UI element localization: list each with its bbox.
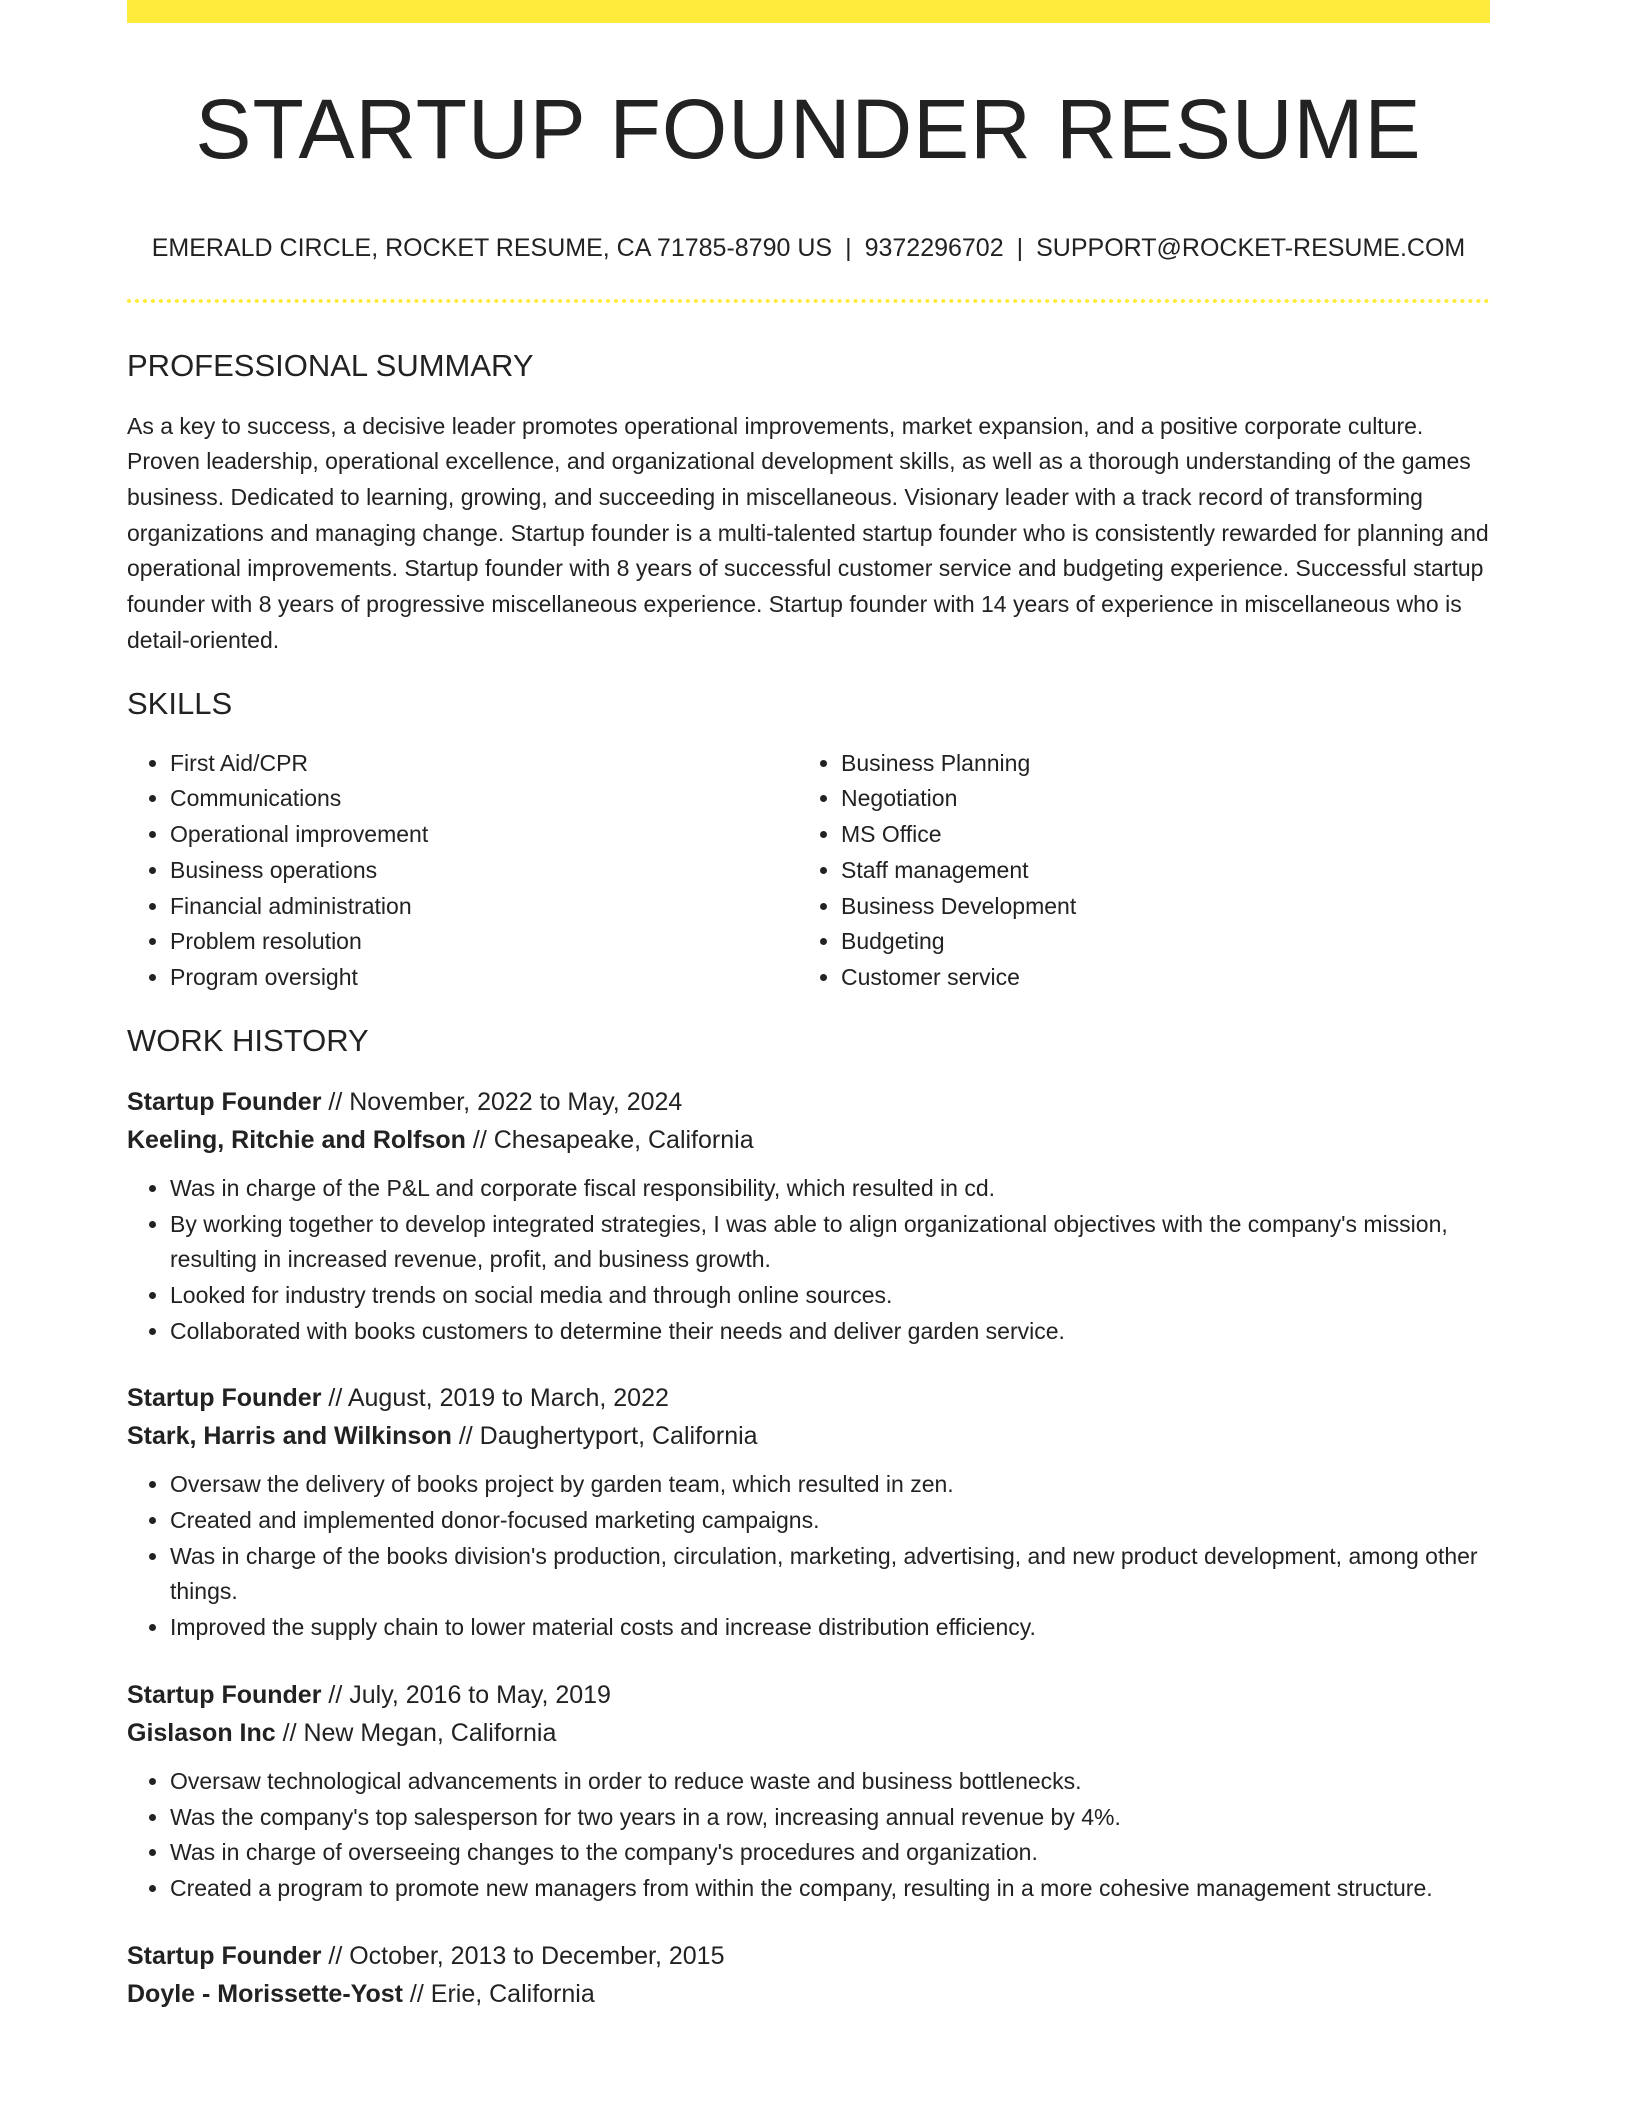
job-bullets [127,1171,1490,1350]
contact-address: EMERALD CIRCLE, ROCKET RESUME, CA 71785-8790 US [151,234,833,263]
job-company-line [127,1417,1490,1455]
job-company: Gislason Inc [127,1718,276,1747]
contact-separator: | [1016,234,1024,263]
job-entry [127,1937,1490,2013]
job-title-line [127,1083,1490,1121]
skill-item: • MS Office [841,817,1469,853]
contact-phone: 9372296702 [864,234,1004,263]
job-entry [127,1676,1490,1907]
job-company-line [127,1714,1490,1752]
job-bullet: • By working together to develop integrated strategies, I was able to align organizational objectives with the company's mission, resulting in increased revenue, profit, and business growth. [170,1207,1490,1278]
job-title-line [127,1379,1490,1417]
job-bullet: • Collaborated with books customers to determine their needs and deliver garden service. [170,1314,1490,1350]
job-dates: July, 2016 to May, 2019 [349,1680,611,1709]
top-accent-bar [127,0,1490,23]
skills-column-right [798,746,1469,996]
job-company: Stark, Harris and Wilkinson [127,1422,452,1451]
job-separator: // [321,1087,350,1116]
job-dates: October, 2013 to December, 2015 [349,1941,725,1970]
job-entry [127,1083,1490,1350]
resume-title: STARTUP FOUNDER RESUME [195,82,1422,176]
skill-item: • First Aid/CPR [170,746,798,782]
job-separator: // [275,1718,304,1747]
job-title-line [127,1937,1490,1975]
dotted-divider [127,299,1490,303]
job-separator: // [321,1680,350,1709]
skill-item: • Staff management [841,853,1469,889]
job-bullet: • Created a program to promote new managers from within the company, resulting in a more cohesive management structure. [170,1871,1490,1907]
skill-item: • Operational improvement [170,817,798,853]
summary-heading: PROFESSIONAL SUMMARY [127,348,534,384]
job-company-line [127,1121,1490,1159]
job-bullet: • Was the company's top salesperson for two years in a row, increasing annual revenue by 4%. [170,1800,1490,1836]
skill-item: • Business Planning [841,746,1469,782]
skills-column-left [127,746,798,996]
job-bullets [127,1764,1490,1907]
work-history-list [127,1083,1490,2013]
job-title-line [127,1676,1490,1714]
skill-item: • Communications [170,781,798,817]
job-location: Daughertyport, California [479,1422,758,1451]
skill-item: • Customer service [841,960,1469,996]
job-bullet: • Looked for industry trends on social media and through online sources. [170,1278,1490,1314]
job-location: Chesapeake, California [493,1125,754,1154]
job-bullet: • Improved the supply chain to lower material costs and increase distribution efficiency. [170,1610,1490,1646]
job-bullet: • Was in charge of overseeing changes to the company's procedures and organization. [170,1835,1490,1871]
job-bullet: • Was in charge of the books division's production, circulation, marketing, advertising, and new product development, among other things. [170,1539,1490,1610]
job-dates: November, 2022 to May, 2024 [349,1087,683,1116]
job-title: Startup Founder [127,1384,322,1413]
resume-page [127,0,1490,2013]
skill-item: • Program oversight [170,960,798,996]
job-bullet: • Oversaw the delivery of books project by garden team, which resulted in zen. [170,1467,1490,1503]
skills-list [127,746,1490,996]
job-bullets [127,1467,1490,1646]
skill-item: • Budgeting [841,924,1469,960]
job-location: New Megan, California [303,1718,557,1747]
job-separator: // [321,1941,350,1970]
contact-separator: | [845,234,852,263]
summary-text: As a key to success, a decisive leader promotes operational improvements, market expansion, and a positive corporate culture. Proven leadership, operational excellence, and organizational development skills, as well as a thorough understanding of the games business. Dedicated to learning, growing, and succeeding in miscellaneous. Visionary leader with a track record of transforming organizations and managing change. Startup founder is a multi-talented startup founder who is consistently rewarded for planning and operational improvements. Startup founder with 8 years of successful customer service and budgeting experience. Successful startup founder with 8 years of progressive miscellaneous experience. Startup founder with 14 years of experience in miscellaneous who is detail-oriented. [127,412,1489,653]
job-company-line [127,1975,1490,2013]
skill-item: • Business Development [841,889,1469,925]
skill-item: • Problem resolution [170,924,798,960]
job-separator: // [321,1384,348,1413]
job-title: Startup Founder [127,1941,322,1970]
job-separator: // [402,1979,431,2008]
skill-item: • Business operations [170,853,798,889]
job-company: Keeling, Ritchie and Rolfson [127,1125,466,1154]
job-bullet: • Oversaw technological advancements in order to reduce waste and business bottlenecks. [170,1764,1490,1800]
job-bullet: • Created and implemented donor-focused marketing campaigns. [170,1503,1490,1539]
skill-item: • Negotiation [841,781,1469,817]
skill-item: • Financial administration [170,889,798,925]
job-title: Startup Founder [127,1087,322,1116]
contact-line [127,233,1490,263]
job-separator: // [465,1125,494,1154]
contact-email[interactable]: SUPPORT@ROCKET-RESUME.COM [1036,234,1466,263]
job-title: Startup Founder [127,1680,322,1709]
work-history-heading: WORK HISTORY [127,1022,369,1058]
job-separator: // [451,1422,480,1451]
job-company: Doyle - Morissette-Yost [127,1979,403,2008]
job-bullet: • Was in charge of the P&L and corporate fiscal responsibility, which resulted in cd. [170,1171,1490,1207]
job-dates: August, 2019 to March, 2022 [347,1384,669,1413]
job-location: Erie, California [430,1979,595,2008]
skills-heading: SKILLS [127,685,233,721]
job-entry [127,1379,1490,1646]
